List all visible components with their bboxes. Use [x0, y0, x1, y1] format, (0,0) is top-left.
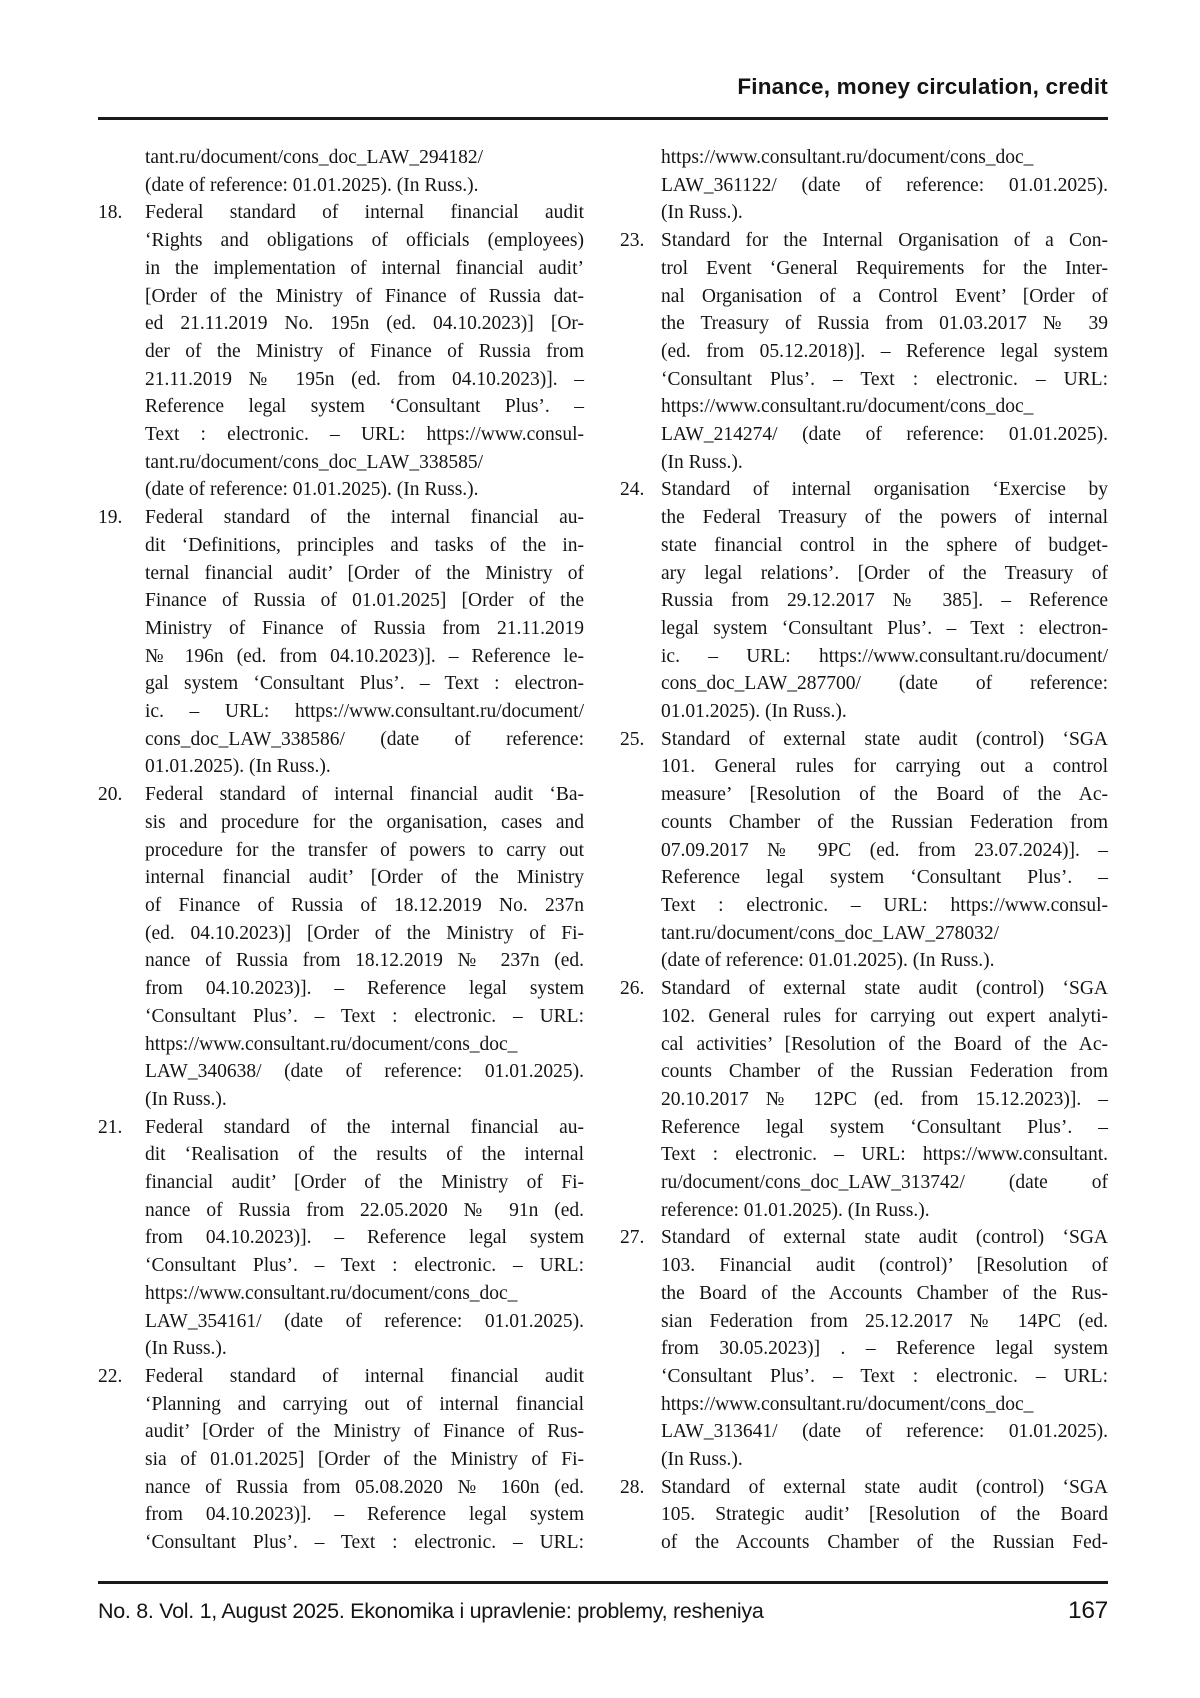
- reference-number: 24.: [620, 479, 645, 501]
- reference-line: 103. Financial audit (control)’ [Resolution of: [661, 1255, 1108, 1277]
- reference-line: Federal standard of internal financial audit: [145, 202, 584, 224]
- page-content: [98, 0, 1108, 1625]
- reference-line: financial audit’ [Order of the Ministry of Fi-: [145, 1172, 584, 1194]
- reference-line: Reference legal system ‘Consultant Plus’. –: [145, 396, 584, 418]
- reference-number: 23.: [620, 230, 645, 252]
- reference-line: counts Chamber of the Russian Federation from: [661, 811, 1108, 833]
- reference-line: ‘Consultant Plus’. – Text : electronic. – URL:: [661, 368, 1108, 390]
- reference-line: Federal standard of the internal financial au-: [145, 507, 584, 529]
- reference-line: sia of 01.01.2025] [Order of the Ministry of Fi-: [145, 1449, 584, 1471]
- reference-line: the Federal Treasury of the powers of internal: [661, 507, 1108, 529]
- references-column-left: [98, 144, 584, 1557]
- reference-line: nance of Russia from 18.12.2019 № 237n (ed.: [145, 950, 584, 972]
- reference-line: in the implementation of internal financial audit’: [145, 257, 584, 279]
- reference-line: LAW_214274/ (date of reference: 01.01.2025).: [661, 424, 1108, 446]
- reference-line: ic. – URL: https://www.consultant.ru/document/: [661, 645, 1108, 667]
- reference-line: Ministry of Finance of Russia from 21.11.2019: [145, 617, 584, 639]
- reference-number: 27.: [620, 1227, 645, 1249]
- reference-item: [98, 1114, 584, 1363]
- reference-line: ‘Rights and obligations of officials (employees): [145, 230, 584, 252]
- reference-item: [620, 144, 1108, 227]
- reference-line: (In Russ.).: [145, 1338, 227, 1360]
- reference-line: https://www.consultant.ru/document/cons_doc_: [145, 1282, 518, 1304]
- reference-line: ‘Planning and carrying out of internal financial: [145, 1393, 584, 1415]
- reference-line: Federal standard of the internal financial au-: [145, 1116, 584, 1138]
- reference-line: 102. General rules for carrying out expert analyti-: [661, 1005, 1108, 1027]
- reference-line: Text : electronic. – URL: https://www.consultant.: [661, 1144, 1108, 1166]
- reference-item: [620, 1224, 1108, 1473]
- reference-line: Standard of external state audit (control) ‘SGA: [661, 728, 1108, 750]
- reference-line: counts Chamber of the Russian Federation from: [661, 1061, 1108, 1083]
- reference-line: the Board of the Accounts Chamber of the Rus-: [661, 1282, 1108, 1304]
- reference-line: Standard of internal organisation ‘Exercise by: [661, 479, 1108, 501]
- reference-item: [98, 504, 584, 781]
- reference-line: Finance of Russia of 01.01.2025] [Order of the: [145, 590, 584, 612]
- reference-number: 19.: [98, 507, 123, 529]
- reference-item: [98, 781, 584, 1113]
- reference-line: LAW_361122/ (date of reference: 01.01.2025).: [661, 174, 1108, 196]
- reference-line: 105. Strategic audit’ [Resolution of the Board: [661, 1504, 1108, 1526]
- reference-line: dit ‘Realisation of the results of the internal: [145, 1144, 584, 1166]
- reference-line: Federal standard of internal financial audit: [145, 1365, 584, 1387]
- reference-line: audit’ [Order of the Ministry of Finance of Rus-: [145, 1421, 584, 1443]
- reference-line: https://www.consultant.ru/document/cons_doc_: [661, 1393, 1034, 1415]
- reference-line: Federal standard of internal financial audit ‘Ba-: [145, 784, 584, 806]
- reference-line: nal Organisation of a Control Event’ [Order of: [661, 285, 1108, 307]
- reference-line: from 04.10.2023)]. – Reference legal system: [145, 978, 584, 1000]
- references-columns: [98, 144, 1108, 1557]
- reference-line: from 04.10.2023)]. – Reference legal system: [145, 1227, 584, 1249]
- reference-line: cons_doc_LAW_338586/ (date of reference:: [145, 728, 584, 750]
- reference-number: 22.: [98, 1365, 123, 1387]
- reference-line: (ed. 04.10.2023)] [Order of the Ministry of Fi-: [145, 922, 584, 944]
- reference-item: [98, 199, 584, 504]
- reference-line: (In Russ.).: [661, 1449, 743, 1471]
- reference-line: ic. – URL: https://www.consultant.ru/document/: [145, 701, 584, 723]
- reference-line: (In Russ.).: [661, 451, 743, 473]
- footer-page-number: 167: [1068, 1596, 1108, 1624]
- reference-line: Reference legal system ‘Consultant Plus’. –: [661, 867, 1108, 889]
- reference-number: 20.: [98, 784, 123, 806]
- reference-line: 101. General rules for carrying out a control: [661, 756, 1108, 778]
- reference-item: [620, 975, 1108, 1224]
- reference-line: Text : electronic. – URL: https://www.consul-: [145, 424, 584, 446]
- reference-line: ‘Consultant Plus’. – Text : electronic. – URL:: [145, 1532, 584, 1554]
- page-header-title: Finance, money circulation, credit: [737, 74, 1108, 99]
- reference-number: 21.: [98, 1116, 123, 1138]
- reference-line: LAW_354161/ (date of reference: 01.01.2025).: [145, 1310, 584, 1332]
- reference-line: the Treasury of Russia from 01.03.2017 № 39: [661, 313, 1108, 335]
- reference-line: 01.01.2025). (In Russ.).: [145, 756, 331, 778]
- reference-line: nance of Russia from 22.05.2020 № 91n (ed.: [145, 1199, 584, 1221]
- reference-line: sis and procedure for the organisation, cases and: [145, 811, 584, 833]
- reference-line: (date of reference: 01.01.2025). (In Russ.).: [145, 174, 479, 196]
- reference-line: 07.09.2017 № 9PC (ed. from 23.07.2024)]. –: [661, 839, 1108, 861]
- reference-line: LAW_340638/ (date of reference: 01.01.2025).: [145, 1061, 584, 1083]
- reference-line: measure’ [Resolution of the Board of the Ac-: [661, 784, 1108, 806]
- reference-line: (date of reference: 01.01.2025). (In Russ.).: [145, 479, 479, 501]
- reference-line: procedure for the transfer of powers to carry out: [145, 839, 584, 861]
- reference-number: 18.: [98, 202, 123, 224]
- reference-line: Standard of external state audit (control) ‘SGA: [661, 1227, 1108, 1249]
- footer-row: [98, 1584, 1108, 1625]
- reference-line: of the Accounts Chamber of the Russian Fed-: [661, 1532, 1108, 1554]
- reference-line: internal financial audit’ [Order of the Ministry: [145, 867, 584, 889]
- reference-item: [620, 1474, 1108, 1557]
- reference-item: [620, 227, 1108, 476]
- reference-line: № 196n (ed. from 04.10.2023)]. – Reference le-: [145, 645, 584, 667]
- reference-number: 28.: [620, 1476, 645, 1498]
- reference-line: https://www.consultant.ru/document/cons_doc_: [145, 1033, 518, 1055]
- reference-line: (ed. from 05.12.2018)]. – Reference legal system: [661, 340, 1108, 362]
- reference-line: state financial control in the sphere of budget-: [661, 534, 1108, 556]
- reference-line: ed 21.11.2019 No. 195n (ed. 04.10.2023)] [Or-: [145, 313, 584, 335]
- reference-line: reference: 01.01.2025). (In Russ.).: [661, 1199, 930, 1221]
- reference-line: (In Russ.).: [145, 1088, 227, 1110]
- reference-line: LAW_313641/ (date of reference: 01.01.2025).: [661, 1421, 1108, 1443]
- reference-line: tant.ru/document/cons_doc_LAW_278032/: [661, 922, 999, 944]
- reference-line: https://www.consultant.ru/document/cons_doc_: [661, 396, 1034, 418]
- reference-line: tant.ru/document/cons_doc_LAW_338585/: [145, 451, 483, 473]
- reference-line: ‘Consultant Plus’. – Text : electronic. – URL:: [145, 1255, 584, 1277]
- reference-line: ary legal relations’. [Order of the Treasury of: [661, 562, 1108, 584]
- reference-line: [Order of the Ministry of Finance of Russia dat-: [145, 285, 584, 307]
- reference-line: trol Event ‘General Requirements for the Inter-: [661, 257, 1108, 279]
- reference-line: ru/document/cons_doc_LAW_313742/ (date of: [661, 1172, 1108, 1194]
- reference-line: der of the Ministry of Finance of Russia from: [145, 340, 584, 362]
- reference-line: from 30.05.2023)] . – Reference legal system: [661, 1338, 1108, 1360]
- reference-line: dit ‘Definitions, principles and tasks of the in-: [145, 534, 584, 556]
- reference-line: ‘Consultant Plus’. – Text : electronic. – URL:: [661, 1365, 1108, 1387]
- reference-line: tant.ru/document/cons_doc_LAW_294182/: [145, 147, 483, 168]
- reference-line: Russia from 29.12.2017 № 385]. – Reference: [661, 590, 1108, 612]
- references-column-right: [620, 144, 1108, 1557]
- reference-line: cons_doc_LAW_287700/ (date of reference:: [661, 673, 1108, 695]
- reference-line: nance of Russia from 05.08.2020 № 160n (ed.: [145, 1476, 584, 1498]
- reference-line: ‘Consultant Plus’. – Text : electronic. – URL:: [145, 1005, 584, 1027]
- reference-number: 26.: [620, 978, 645, 1000]
- reference-line: https://www.consultant.ru/document/cons_doc_: [661, 147, 1034, 168]
- reference-item: [98, 1363, 584, 1557]
- reference-line: 01.01.2025). (In Russ.).: [661, 701, 847, 723]
- reference-item: [620, 726, 1108, 975]
- page-footer: [98, 1581, 1108, 1625]
- reference-line: sian Federation from 25.12.2017 № 14PC (ed.: [661, 1310, 1108, 1332]
- reference-line: cal activities’ [Resolution of the Board of the Ac-: [661, 1033, 1108, 1055]
- reference-line: 21.11.2019 № 195n (ed. from 04.10.2023)]. –: [145, 368, 584, 390]
- reference-line: of Finance of Russia of 18.12.2019 No. 237n: [145, 894, 584, 916]
- reference-item: [620, 476, 1108, 725]
- reference-number: 25.: [620, 728, 645, 750]
- reference-line: (In Russ.).: [661, 202, 743, 224]
- reference-item: [98, 144, 584, 199]
- footer-journal-info: No. 8. Vol. 1, August 2025. Ekonomika i upravlenie: problemy, resheniya: [98, 1598, 764, 1623]
- reference-line: (date of reference: 01.01.2025). (In Russ.).: [661, 950, 995, 972]
- reference-line: Standard of external state audit (control) ‘SGA: [661, 1476, 1108, 1498]
- reference-line: Standard for the Internal Organisation of a Con-: [661, 230, 1108, 252]
- reference-line: from 04.10.2023)]. – Reference legal system: [145, 1504, 584, 1526]
- header-rule: [98, 117, 1108, 120]
- reference-line: legal system ‘Consultant Plus’. – Text : electron-: [661, 617, 1108, 639]
- reference-line: Text : electronic. – URL: https://www.consul-: [661, 894, 1108, 916]
- reference-line: ternal financial audit’ [Order of the Ministry of: [145, 562, 584, 584]
- reference-line: gal system ‘Consultant Plus’. – Text : electron-: [145, 673, 584, 695]
- reference-line: Standard of external state audit (control) ‘SGA: [661, 978, 1108, 1000]
- reference-line: 20.10.2017 № 12PC (ed. from 15.12.2023)]. –: [661, 1088, 1108, 1110]
- reference-line: Reference legal system ‘Consultant Plus’. –: [661, 1116, 1108, 1138]
